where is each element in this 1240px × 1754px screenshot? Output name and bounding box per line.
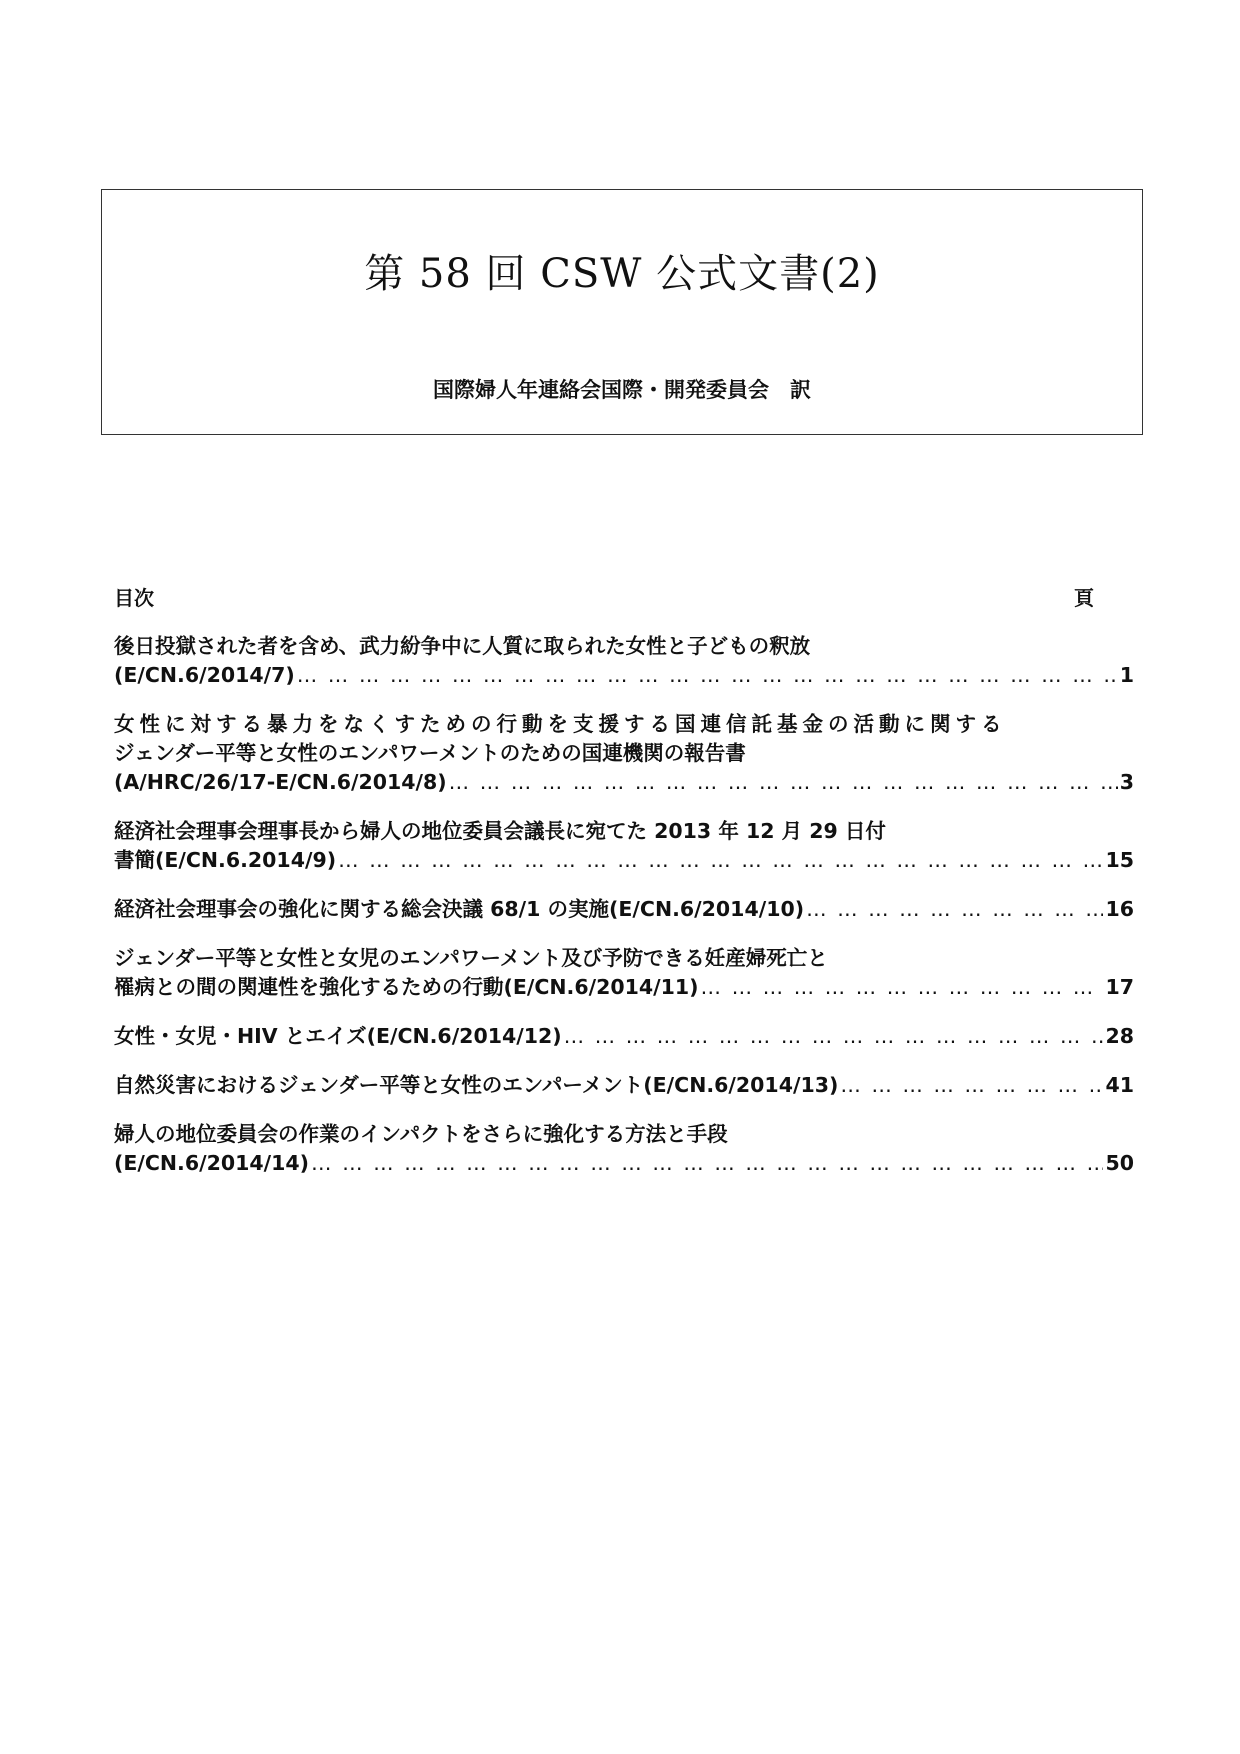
toc-entry-page: 50 [1105,1151,1134,1175]
toc-entry[interactable] [114,1022,1134,1051]
toc-entry[interactable] [114,632,1134,690]
toc-entry-title: 婦人の地位委員会の作業のインパクトをさらに強化する方法と手段 [114,1122,728,1146]
toc-entry-title: 自然災害におけるジェンダー平等と女性のエンパーメント(E/CN.6/2014/13) [114,1073,839,1097]
toc-entry-title: (E/CN.6/2014/14) [114,1151,310,1175]
toc-entry[interactable] [114,710,1134,797]
toc-entry-title: 女性に対する暴力をなくすための行動を支援する国連信託基金の活動に関する [114,712,1007,736]
dot-leader [297,661,1118,690]
toc-entry-title: ジェンダー平等と女性と女児のエンパワーメント及び予防できる妊産婦死亡と [114,946,828,970]
toc-entry[interactable] [114,1120,1134,1178]
toc-entry-page: 16 [1105,897,1134,921]
toc-heading: 目次 [114,586,154,610]
toc-entry-page: 15 [1105,848,1134,872]
toc-entry[interactable] [114,1071,1134,1100]
toc-entry[interactable] [114,817,1134,875]
dot-leader [564,1022,1104,1051]
toc-entry-page: 1 [1119,663,1134,687]
document-subtitle: 国際婦人年連絡会国際・開発委員会 訳 [433,378,811,402]
toc-entry-page: 17 [1105,975,1134,999]
dot-leader [449,768,1118,797]
document-title: 第 58 回 CSW 公式文書(2) [364,251,880,297]
toc-entry-title: (E/CN.6/2014/7) [114,663,295,687]
toc-entry-page: 28 [1105,1024,1134,1048]
dot-leader [311,1149,1103,1178]
toc-entry-page: 3 [1119,770,1134,794]
dot-leader [806,895,1103,924]
dot-leader [840,1071,1103,1100]
toc-entry[interactable] [114,895,1134,924]
table-of-contents [114,632,1134,1198]
toc-entry-title: ジェンダー平等と女性のエンパワーメントのための国連機関の報告書 [114,741,746,765]
toc-entry-title: 罹病との間の関連性を強化するための行動(E/CN.6/2014/11) [114,975,699,999]
toc-entry-title: 経済社会理事会の強化に関する総会決議 68/1 の実施(E/CN.6/2014/10) [114,897,805,921]
title-box [101,189,1143,435]
toc-heading-row [114,582,1094,611]
toc-entry-title: 経済社会理事会理事長から婦人の地位委員会議長に宛てた 2013 年 12 月 29 日付 [114,819,886,843]
toc-entry-title: 後日投獄された者を含め、武力紛争中に人質に取られた女性と子どもの釈放 [114,634,811,658]
toc-entry-title: (A/HRC/26/17-E/CN.6/2014/8) [114,770,447,794]
dot-leader [701,973,1104,1002]
page-column-heading: 頁 [1074,586,1094,610]
toc-entry-page: 41 [1105,1073,1134,1097]
dot-leader [338,846,1103,875]
toc-entry-title: 書簡(E/CN.6.2014/9) [114,848,337,872]
toc-entry-title: 女性・女児・HIV とエイズ(E/CN.6/2014/12) [114,1024,562,1048]
toc-entry[interactable] [114,944,1134,1002]
